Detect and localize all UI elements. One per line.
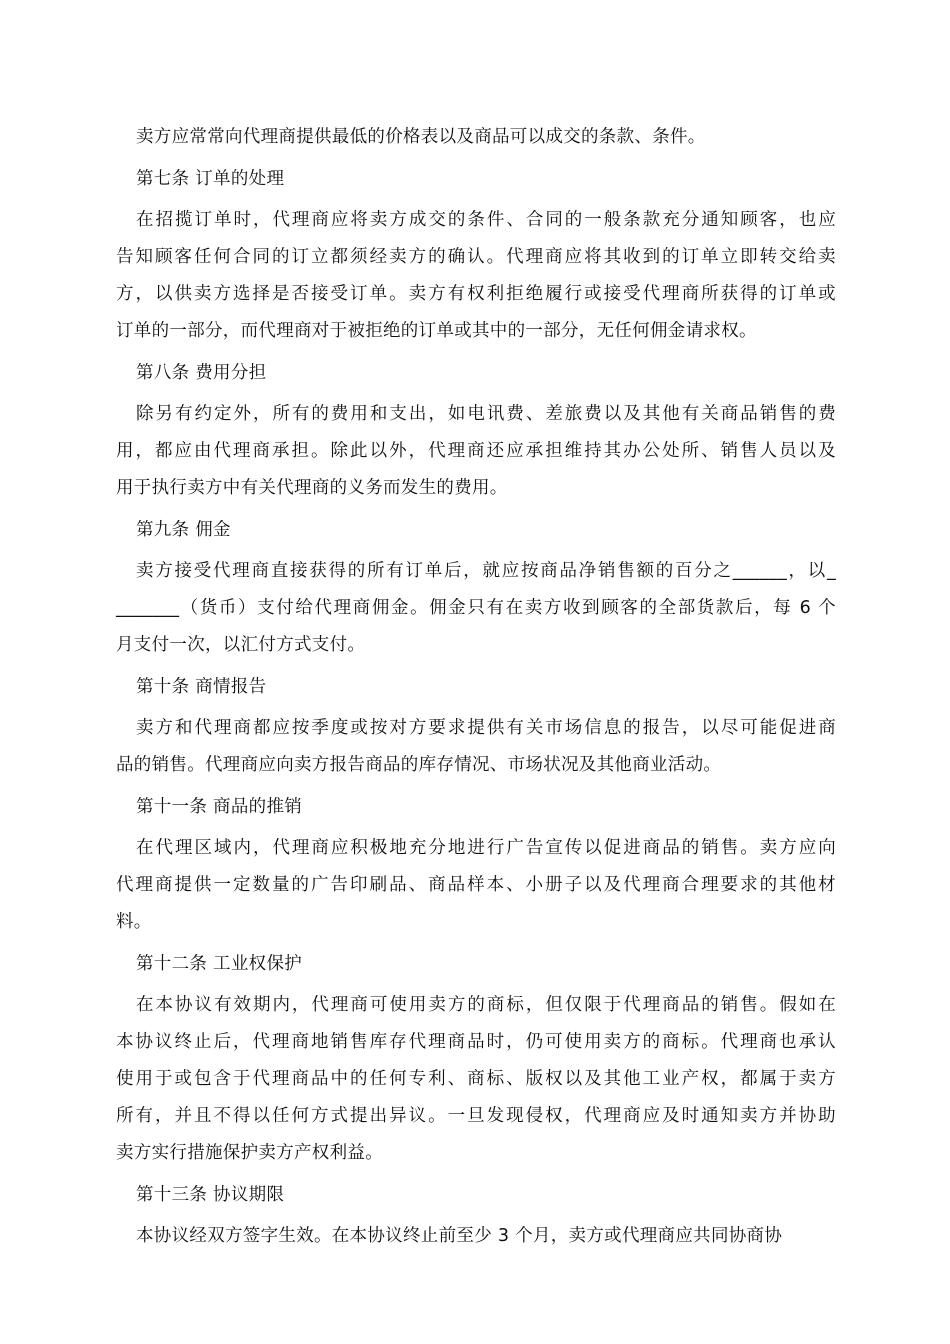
paragraph-line: 本协议经双方签字生效。在本协议终止前至少 3 个月，卖方或代理商应共同协商协: [136, 1226, 783, 1246]
paragraph: [116, 830, 836, 941]
paragraph-line: 在代理区域内，代理商应积极地充分地进行广告宣传以促进商品的销售。卖方应向: [136, 838, 836, 858]
paragraph-line: 卖方接受代理商直接获得的所有订单后，就应按商品净销售额的百分之______，以_: [136, 561, 836, 581]
paragraph-line: 在本协议有效期内，代理商可使用卖方的商标，但仅限于代理商品的销售。假如在: [136, 995, 836, 1015]
article-heading: 第七条 订单的处理: [136, 169, 285, 189]
paragraph-line: 卖方和代理商都应按季度或按对方要求提供有关市场信息的报告，以尽可能促进商: [136, 718, 836, 738]
paragraph-line: 卖方应常常向代理商提供最低的价格表以及商品可以成交的条款、条件。: [136, 127, 706, 147]
article-heading: 第八条 费用分担: [136, 363, 267, 383]
paragraph: [116, 119, 836, 156]
paragraph-line: 方，以供卖方选择是否接受订单。卖方有权利拒绝履行或接受代理商所获得的订单或: [116, 284, 836, 304]
paragraph-line: 所有，并且不得以任何方式提出异议。一旦发现侵权，代理商应及时通知卖方并协助: [116, 1106, 836, 1126]
paragraph-line: 用，都应由代理商承担。除此以外，代理商还应承担维持其办公处所、销售人员以及: [116, 441, 836, 461]
paragraph: [116, 710, 836, 784]
paragraph: [116, 1218, 836, 1255]
article-heading: 第十三条 协议期限: [136, 1185, 285, 1205]
paragraph-line: 月支付一次，以汇付方式支付。: [116, 635, 366, 655]
paragraph: [116, 987, 836, 1172]
paragraph-line: 卖方实行措施保护卖方产权利益。: [116, 1143, 383, 1163]
article-heading: 第十条 商情报告: [136, 677, 267, 697]
article-heading: 第九条 佣金: [136, 520, 231, 540]
paragraph-line: _______（货币）支付给代理商佣金。佣金只有在卖方收到顾客的全部货款后，每 6 个: [116, 598, 836, 618]
paragraph-line: 代理商提供一定数量的广告印刷品、商品样本、小册子以及代理商合理要求的其他材: [116, 875, 836, 895]
paragraph-line: 订单的一部分，而代理商对于被拒绝的订单或其中的一部分，无任何佣金请求权。: [116, 321, 757, 341]
paragraph-line: 料。: [116, 912, 152, 932]
article-heading: 第十一条 商品的推销: [136, 797, 303, 817]
document-body: [116, 119, 836, 1255]
paragraph-line: 品的销售。代理商应向卖方报告商品的库存情况、市场状况及其他商业活动。: [116, 755, 722, 775]
paragraph: [116, 396, 836, 507]
paragraph: [116, 553, 836, 664]
paragraph-line: 除另有约定外，所有的费用和支出，如电讯费、差旅费以及其他有关商品销售的费: [136, 404, 836, 424]
paragraph-line: 本协议终止后，代理商地销售库存代理商品时，仍可使用卖方的商标。代理商也承认: [116, 1032, 836, 1052]
paragraph-line: 在招揽订单时，代理商应将卖方成交的条件、合同的一般条款充分通知顾客，也应: [136, 210, 836, 230]
paragraph-line: 使用于或包含于代理商品中的任何专利、商标、版权以及其他工业产权，都属于卖方: [116, 1069, 836, 1089]
article-heading: 第十二条 工业权保护: [136, 954, 303, 974]
paragraph-line: 告知顾客任何合同的订立都须经卖方的确认。代理商应将其收到的订单立即转交给卖: [116, 247, 836, 267]
paragraph-line: 用于执行卖方中有关代理商的义务而发生的费用。: [116, 478, 508, 498]
paragraph: [116, 202, 836, 350]
